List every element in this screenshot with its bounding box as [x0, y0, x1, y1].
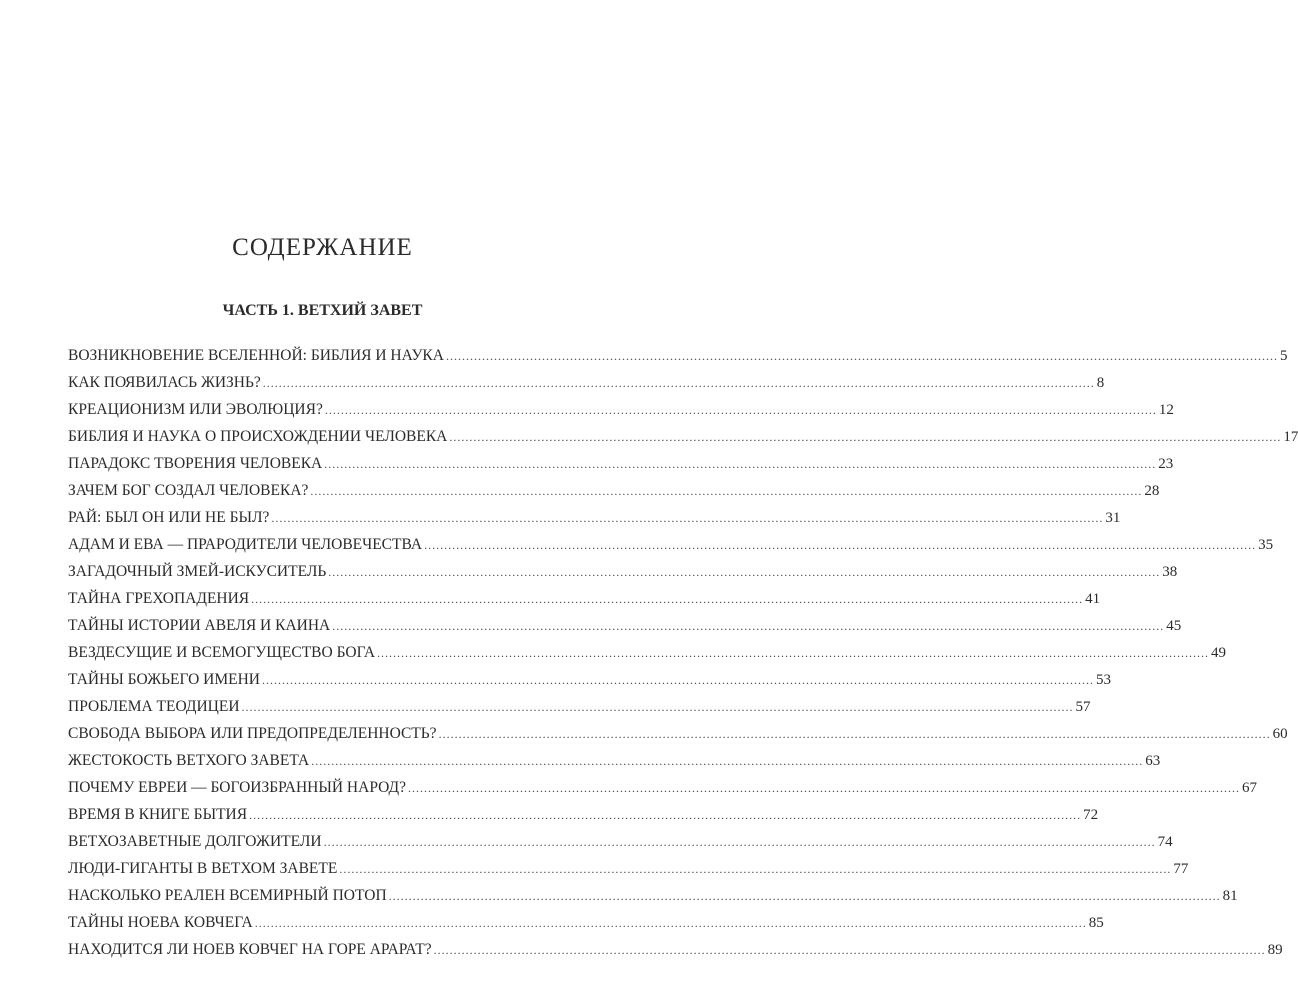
toc-entry — [68, 774, 1258, 801]
dot-leader — [271, 505, 1103, 532]
toc-entry-title: ВЕЗДЕСУЩИЕ И ВСЕМОГУЩЕСТВО БОГА — [68, 644, 376, 661]
dot-leader — [324, 829, 1156, 856]
toc-entry — [68, 693, 1091, 720]
toc-entry-page-number: 31 — [1105, 510, 1121, 526]
dot-leader — [449, 424, 1281, 451]
toc-entry — [68, 909, 1104, 936]
dot-leader — [324, 451, 1156, 478]
dot-leader — [251, 586, 1083, 613]
toc-entry — [68, 423, 1298, 450]
toc-entry-title: ВРЕМЯ В КНИГЕ БЫТИЯ — [68, 806, 248, 823]
toc-entry-page-number: 35 — [1258, 537, 1274, 553]
toc-entry-page-number: 28 — [1144, 483, 1160, 499]
part-heading: ЧАСТЬ 1. ВЕТХИЙ ЗАВЕТ — [222, 302, 423, 319]
toc-entry-title: ТАЙНЫ ИСТОРИИ АВЕЛЯ И КАИНА — [68, 617, 331, 634]
toc-entry-title: АДАМ И ЕВА — ПРАРОДИТЕЛИ ЧЕЛОВЕЧЕСТВА — [68, 536, 423, 553]
toc-entry — [68, 558, 1178, 585]
dot-leader — [255, 910, 1087, 937]
dot-leader — [446, 343, 1278, 370]
dot-leader — [310, 478, 1142, 505]
dot-leader — [389, 883, 1221, 910]
toc-entry-title: ПОЧЕМУ ЕВРЕИ — БОГОИЗБРАННЫЙ НАРОД? — [68, 779, 407, 796]
toc-entry-page-number: 12 — [1158, 402, 1174, 418]
dot-leader — [339, 856, 1171, 883]
toc-entry-page-number: 74 — [1157, 834, 1173, 850]
toc-entry-page-number: 17 — [1283, 429, 1298, 445]
toc-entry-page-number: 57 — [1075, 699, 1091, 715]
toc-entry — [68, 504, 1121, 531]
toc-entry-page-number: 49 — [1211, 645, 1227, 661]
table-of-contents — [68, 342, 1298, 963]
toc-entry-page-number: 41 — [1085, 591, 1101, 607]
dot-leader — [249, 802, 1081, 829]
toc-entry-title: БИБЛИЯ И НАУКА О ПРОИСХОЖДЕНИИ ЧЕЛОВЕКА — [68, 428, 448, 445]
toc-entry-page-number: 85 — [1088, 915, 1104, 931]
dot-leader — [408, 775, 1240, 802]
toc-entry — [68, 369, 1105, 396]
toc-entry — [68, 450, 1174, 477]
toc-entry-page-number: 38 — [1162, 564, 1178, 580]
dot-leader — [263, 370, 1095, 397]
page-title: СОДЕРЖАНИЕ — [232, 234, 413, 261]
toc-entry-page-number: 72 — [1083, 807, 1099, 823]
toc-entry — [68, 936, 1283, 963]
dot-leader — [242, 694, 1074, 721]
toc-entry-title: ЖЕСТОКОСТЬ ВЕТХОГО ЗАВЕТА — [68, 752, 310, 769]
dot-leader — [332, 613, 1164, 640]
toc-entry-title: ВОЗНИКНОВЕНИЕ ВСЕЛЕННОЙ: БИБЛИЯ И НАУКА — [68, 347, 444, 364]
toc-entry-title: НАСКОЛЬКО РЕАЛЕН ВСЕМИРНЫЙ ПОТОП — [68, 887, 387, 904]
toc-entry — [68, 828, 1173, 855]
toc-entry-page-number: 89 — [1267, 942, 1283, 958]
toc-entry-page-number: 81 — [1222, 888, 1238, 904]
dot-leader — [434, 937, 1266, 964]
toc-entry-title: ПРОБЛЕМА ТЕОДИЦЕИ — [68, 698, 240, 715]
toc-entry — [68, 531, 1274, 558]
toc-entry-title: ПАРАДОКС ТВОРЕНИЯ ЧЕЛОВЕКА — [68, 455, 323, 472]
toc-entry — [68, 666, 1112, 693]
dot-leader — [311, 748, 1143, 775]
toc-entry-page-number: 53 — [1096, 672, 1112, 688]
toc-entry-title: ТАЙНА ГРЕХОПАДЕНИЯ — [68, 590, 250, 607]
toc-entry — [68, 639, 1227, 666]
toc-entry — [68, 612, 1182, 639]
toc-entry-title: ЛЮДИ-ГИГАНТЫ В ВЕТХОМ ЗАВЕТЕ — [68, 860, 338, 877]
toc-entry-title: СВОБОДА ВЫБОРА ИЛИ ПРЕДОПРЕДЕЛЕННОСТЬ? — [68, 725, 437, 742]
toc-entry-title: ТАЙНЫ БОЖЬЕГО ИМЕНИ — [68, 671, 261, 688]
toc-entry-title: ЗАЧЕМ БОГ СОЗДАЛ ЧЕЛОВЕКА? — [68, 482, 309, 499]
toc-entry — [68, 801, 1099, 828]
toc-entry-title: НАХОДИТСЯ ЛИ НОЕВ КОВЧЕГ НА ГОРЕ АРАРАТ? — [68, 941, 432, 958]
toc-entry-page-number: 8 — [1096, 375, 1105, 391]
toc-entry — [68, 855, 1189, 882]
toc-entry-title: ТАЙНЫ НОЕВА КОВЧЕГА — [68, 914, 253, 931]
toc-entry — [68, 585, 1101, 612]
toc-entry — [68, 747, 1161, 774]
dot-leader — [262, 667, 1094, 694]
toc-entry-title: КАК ПОЯВИЛАСЬ ЖИЗНЬ? — [68, 374, 261, 391]
dot-leader — [328, 559, 1160, 586]
toc-entry-title: КРЕАЦИОНИЗМ ИЛИ ЭВОЛЮЦИЯ? — [68, 401, 323, 418]
dot-leader — [325, 397, 1157, 424]
toc-entry — [68, 720, 1288, 747]
dot-leader — [424, 532, 1256, 559]
toc-entry-page-number: 23 — [1158, 456, 1174, 472]
toc-entry-title: ВЕТХОЗАВЕТНЫЕ ДОЛГОЖИТЕЛИ — [68, 833, 322, 850]
toc-entry — [68, 342, 1288, 369]
dot-leader — [377, 640, 1209, 667]
toc-entry-page-number: 63 — [1145, 753, 1161, 769]
toc-entry-title: РАЙ: БЫЛ ОН ИЛИ НЕ БЫЛ? — [68, 509, 270, 526]
dot-leader — [439, 721, 1271, 748]
toc-entry-page-number: 77 — [1173, 861, 1189, 877]
toc-entry-title: ЗАГАДОЧНЫЙ ЗМЕЙ-ИСКУСИТЕЛЬ — [68, 563, 327, 580]
toc-entry-page-number: 67 — [1242, 780, 1258, 796]
toc-entry — [68, 477, 1160, 504]
toc-entry — [68, 396, 1174, 423]
toc-entry-page-number: 5 — [1279, 348, 1288, 364]
toc-entry — [68, 882, 1238, 909]
toc-entry-page-number: 45 — [1166, 618, 1182, 634]
toc-entry-page-number: 60 — [1272, 726, 1288, 742]
